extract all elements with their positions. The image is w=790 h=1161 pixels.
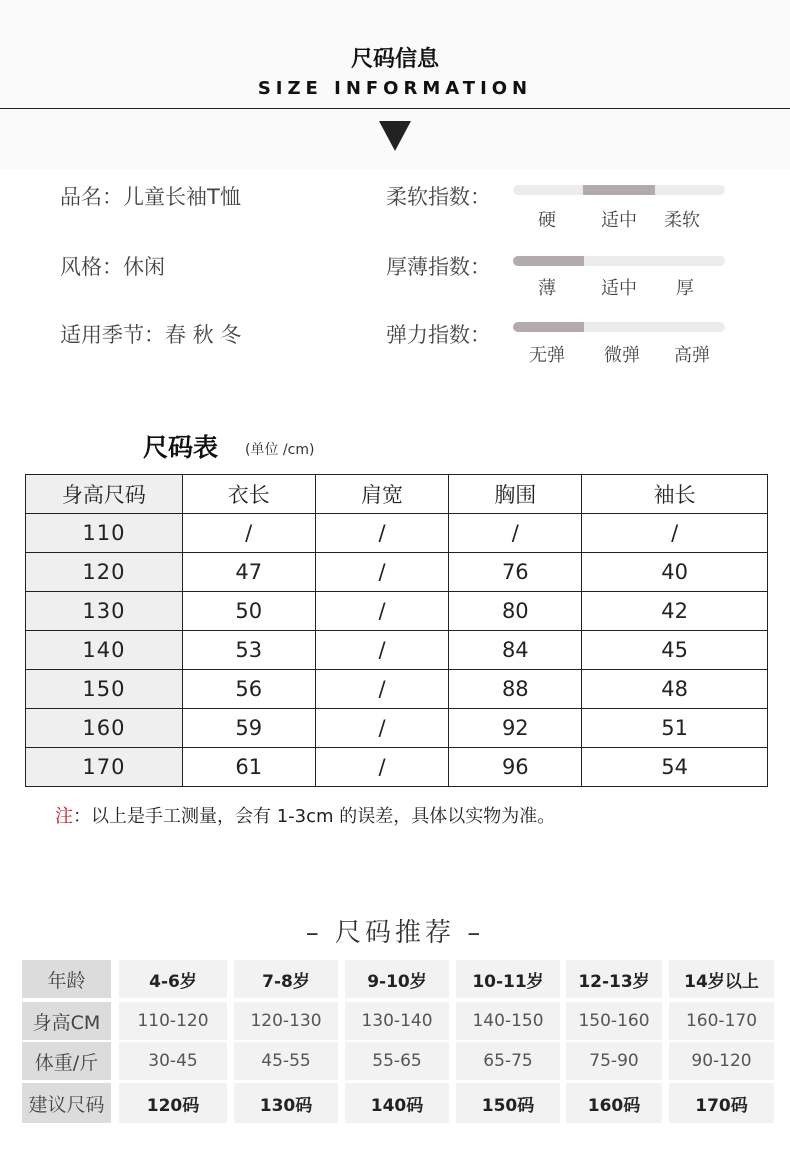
softness-option: 硬 [538,210,556,231]
height-size-cell: 130 [26,592,183,631]
table-cell: 76 [449,553,582,592]
recommend-cell: 55-65 [345,1042,449,1080]
table-cell: 50 [182,592,315,631]
note-prefix: 注 [55,806,73,827]
table-cell: / [315,553,449,592]
attr-season [60,319,241,349]
recommend-cell: 120码 [119,1083,227,1123]
measurement-note [55,802,555,828]
table-row [26,670,768,709]
table-cell: 40 [582,553,768,592]
note-text: ：以上是手工测量，会有 1-3cm 的误差，具体以实物为准。 [73,806,556,827]
header-cell: 衣长 [182,475,315,514]
recommend-cell: 130-140 [345,1002,449,1040]
recommend-cell: 45-55 [234,1042,338,1080]
height-size-cell: 120 [26,553,183,592]
header-cell: 肩宽 [315,475,449,514]
recommend-cell: 9-10岁 [345,960,449,998]
elasticity-scale [513,322,725,332]
recommend-row-label: 建议尺码 [22,1083,111,1123]
page-title: 尺码信息 [350,47,439,72]
thickness-scale [513,256,725,266]
recommend-cell: 4-6岁 [119,960,227,998]
table-cell: / [315,514,449,553]
table-cell: / [315,631,449,670]
table-cell: 84 [449,631,582,670]
page-subtitle: SIZE INFORMATION [257,78,533,99]
thickness-option: 适中 [601,278,637,299]
recommend-cell: 110-120 [119,1002,227,1040]
table-cell: 48 [582,670,768,709]
table-cell: 88 [449,670,582,709]
table-row [26,631,768,670]
thickness-label: 厚薄指数： [386,255,491,279]
table-cell: 53 [182,631,315,670]
recommend-cell: 170码 [669,1083,774,1123]
size-table [25,474,768,787]
recommend-cell: 160码 [566,1083,662,1123]
recommend-cell: 150-160 [566,1002,662,1040]
recommend-cell: 140码 [345,1083,449,1123]
table-row [26,553,768,592]
table-cell: 42 [582,592,768,631]
recommend-cell: 140-150 [456,1002,560,1040]
header-cell: 胸围 [449,475,582,514]
attr-style [60,251,165,281]
table-cell: / [315,709,449,748]
attr-value: 儿童长袖T恤 [123,185,241,209]
table-cell: / [315,592,449,631]
recommend-cell: 7-8岁 [234,960,338,998]
height-size-cell: 150 [26,670,183,709]
recommend-cell: 10-11岁 [456,960,560,998]
recommend-cell: 12-13岁 [566,960,662,998]
table-row [26,592,768,631]
attr-label: 风格： [60,255,123,279]
height-size-cell: 170 [26,748,183,787]
attr-value: 春 秋 冬 [165,323,242,347]
recommend-cell: 30-45 [119,1042,227,1080]
table-cell: 51 [582,709,768,748]
recommend-row-label: 体重/斤 [22,1042,111,1080]
attr-value: 休闲 [123,255,165,279]
thickness-option: 薄 [538,278,556,299]
height-size-cell: 110 [26,514,183,553]
recommend-cell: 160-170 [669,1002,774,1040]
attr-label: 品名： [60,185,123,209]
table-cell: / [182,514,315,553]
header-cell: 身高尺码 [26,475,183,514]
elasticity-label: 弹力指数： [386,323,491,347]
height-size-cell: 140 [26,631,183,670]
recommend-cell: 14岁以上 [669,960,774,998]
table-cell: / [449,514,582,553]
header-cell: 袖长 [582,475,768,514]
size-chart-title: 尺码表 [143,433,219,462]
softness-option: 适中 [601,210,637,231]
height-size-cell: 160 [26,709,183,748]
softness-option: 柔软 [664,210,700,231]
recommend-cell: 75-90 [566,1042,662,1080]
table-row [26,748,768,787]
table-cell: 54 [582,748,768,787]
recommend-cell: 150码 [456,1083,560,1123]
recommend-row-label: 身高CM [22,1002,111,1040]
attr-product-name [60,181,241,211]
recommend-cell: 120-130 [234,1002,338,1040]
softness-fill [583,185,655,195]
softness-scale [513,185,725,195]
elasticity-option: 微弹 [604,345,640,366]
table-cell: 47 [182,553,315,592]
thickness-fill [513,256,584,266]
table-row [26,709,768,748]
table-cell: 59 [182,709,315,748]
table-cell: 45 [582,631,768,670]
table-cell: 92 [449,709,582,748]
elasticity-option: 高弹 [674,345,710,366]
elasticity-option: 无弹 [529,345,565,366]
recommend-row-label: 年龄 [22,960,111,998]
recommend-cell: 90-120 [669,1042,774,1080]
size-chart-unit: (单位 /cm) [245,442,315,458]
down-triangle-icon [379,121,411,151]
table-cell: 56 [182,670,315,709]
size-table-header [26,475,768,514]
recommend-title: – 尺码推荐 – [305,918,485,948]
table-cell: 80 [449,592,582,631]
table-cell: / [582,514,768,553]
table-cell: / [315,748,449,787]
table-row [26,514,768,553]
elasticity-fill [513,322,584,332]
attr-label: 适用季节： [60,323,165,347]
recommend-cell: 130码 [234,1083,338,1123]
header-band [0,0,790,108]
table-cell: / [315,670,449,709]
thickness-option: 厚 [676,278,694,299]
table-cell: 61 [182,748,315,787]
recommend-cell: 65-75 [456,1042,560,1080]
softness-label: 柔软指数： [386,185,491,209]
table-cell: 96 [449,748,582,787]
